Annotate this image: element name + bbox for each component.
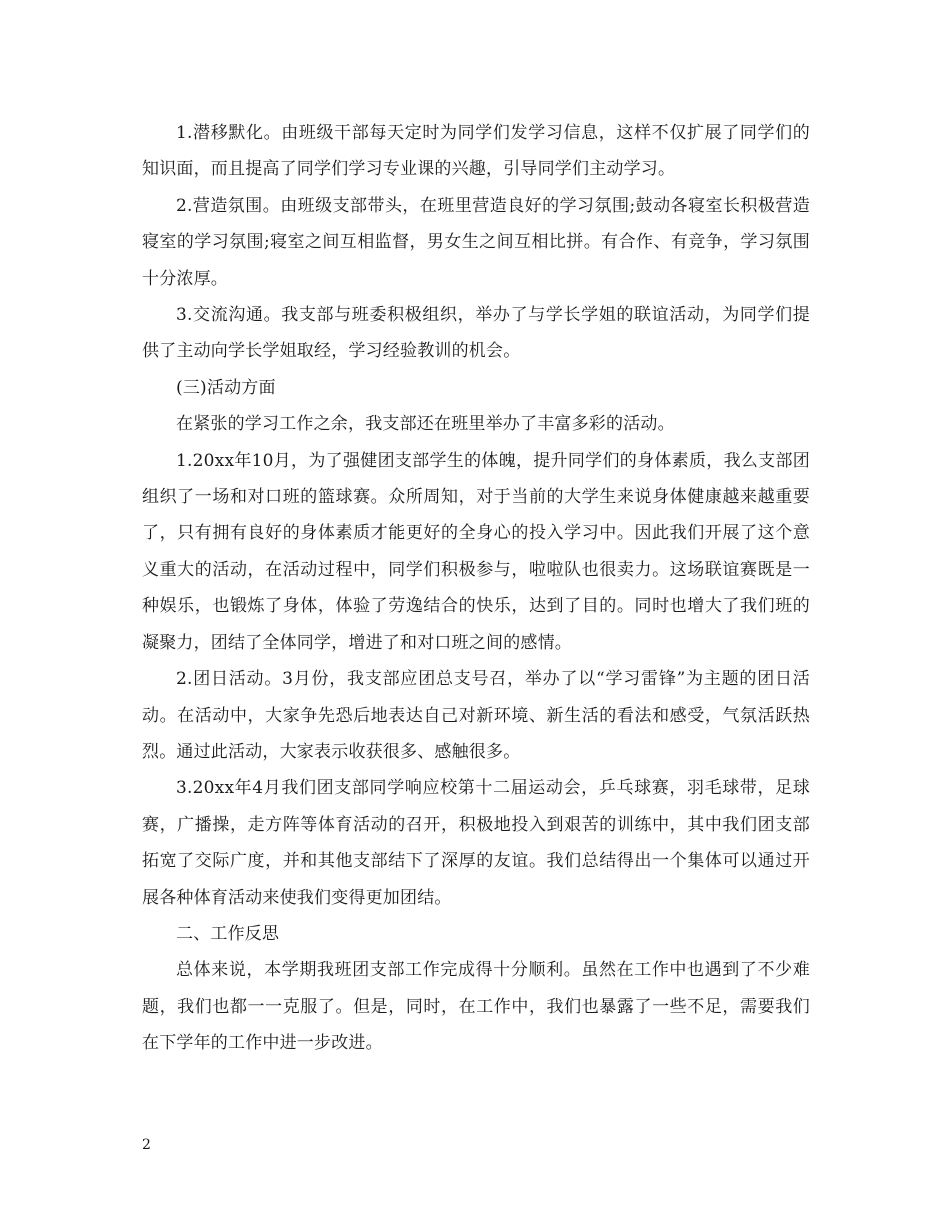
paragraph-reflection: 总体来说，本学期我班团支部工作完成得十分顺利。虽然在工作中也遇到了不少难题，我们也都一一克服了。但是，同时，在工作中，我们也暴露了一些不足，需要我们在下学年的工作中进一步改进。 xyxy=(142,960,810,1054)
paragraph-league-day: 2.团日活动。3月份，我支部应团总支号召，举办了以“学习雷锋”为主题的团日活动。在活动中，大家争先恐后地表达自己对新环境、新生活的看法和感受，气氛活跃热烈。通过此活动，大家表示收获很多、感触很多。 xyxy=(142,669,810,762)
paragraph-sports-meet: 3.20xx年4月我们团支部同学响应校第十二届运动会，乒乓球赛，羽毛球带，足球赛，广播操，走方阵等体育活动的召开，积极地投入到艰苦的训练中，其中我们团支部拓宽了交际广度，并和其他支部结下了深厚的友谊。我们总结得出一个集体可以通过开展各种体育活动来使我们变得更加团结。 xyxy=(142,778,810,908)
paragraph-study-atmosphere: 2.营造氛围。由班级支部带头，在班里营造良好的学习氛围;鼓动各寝室长积极营造寝室的学习氛围;寝室之间互相监督，男女生之间互相比拼。有合作、有竞争，学习氛围十分浓厚。 xyxy=(142,195,810,289)
paragraph-study-influence: 1.潜移默化。由班级干部每天定时为同学们发学习信息，这样不仅扩展了同学们的知识面，而且提高了同学们学习专业课的兴趣，引导同学们主动学习。 xyxy=(142,123,810,180)
section-heading-activities: (三)活动方面 xyxy=(176,377,276,398)
section-heading-reflection: 二、工作反思 xyxy=(176,923,280,944)
paragraph-communication: 3.交流沟通。我支部与班委积极组织，举办了与学长学姐的联谊活动，为同学们提供了主动向学长学姐取经，学习经验教训的机会。 xyxy=(142,305,810,362)
paragraph-basketball-game: 1.20xx年10月，为了强健团支部学生的体魄，提升同学们的身体素质，我么支部团组织了一场和对口班的篮球赛。众所周知，对于当前的大学生来说身体健康越来越重要了，只有拥有良好的身体素质才能更好的全身心的投入学习中。因此我们开展了这个意义重大的活动，在活动过程中，同学们积极参与，啦啦队也很卖力。这场联谊赛既是一种娱乐，也锻炼了身体，体验了劳逸结合的快乐，达到了目的。同时也增大了我们班的凝聚力，团结了全体同学，增进了和对口班之间的感情。 xyxy=(142,450,810,653)
body-text xyxy=(142,115,810,1062)
page-number: 2 xyxy=(142,1137,151,1153)
paragraph-activities-intro: 在紧张的学习工作之余，我支部还在班里举办了丰富多彩的活动。 xyxy=(176,414,675,435)
